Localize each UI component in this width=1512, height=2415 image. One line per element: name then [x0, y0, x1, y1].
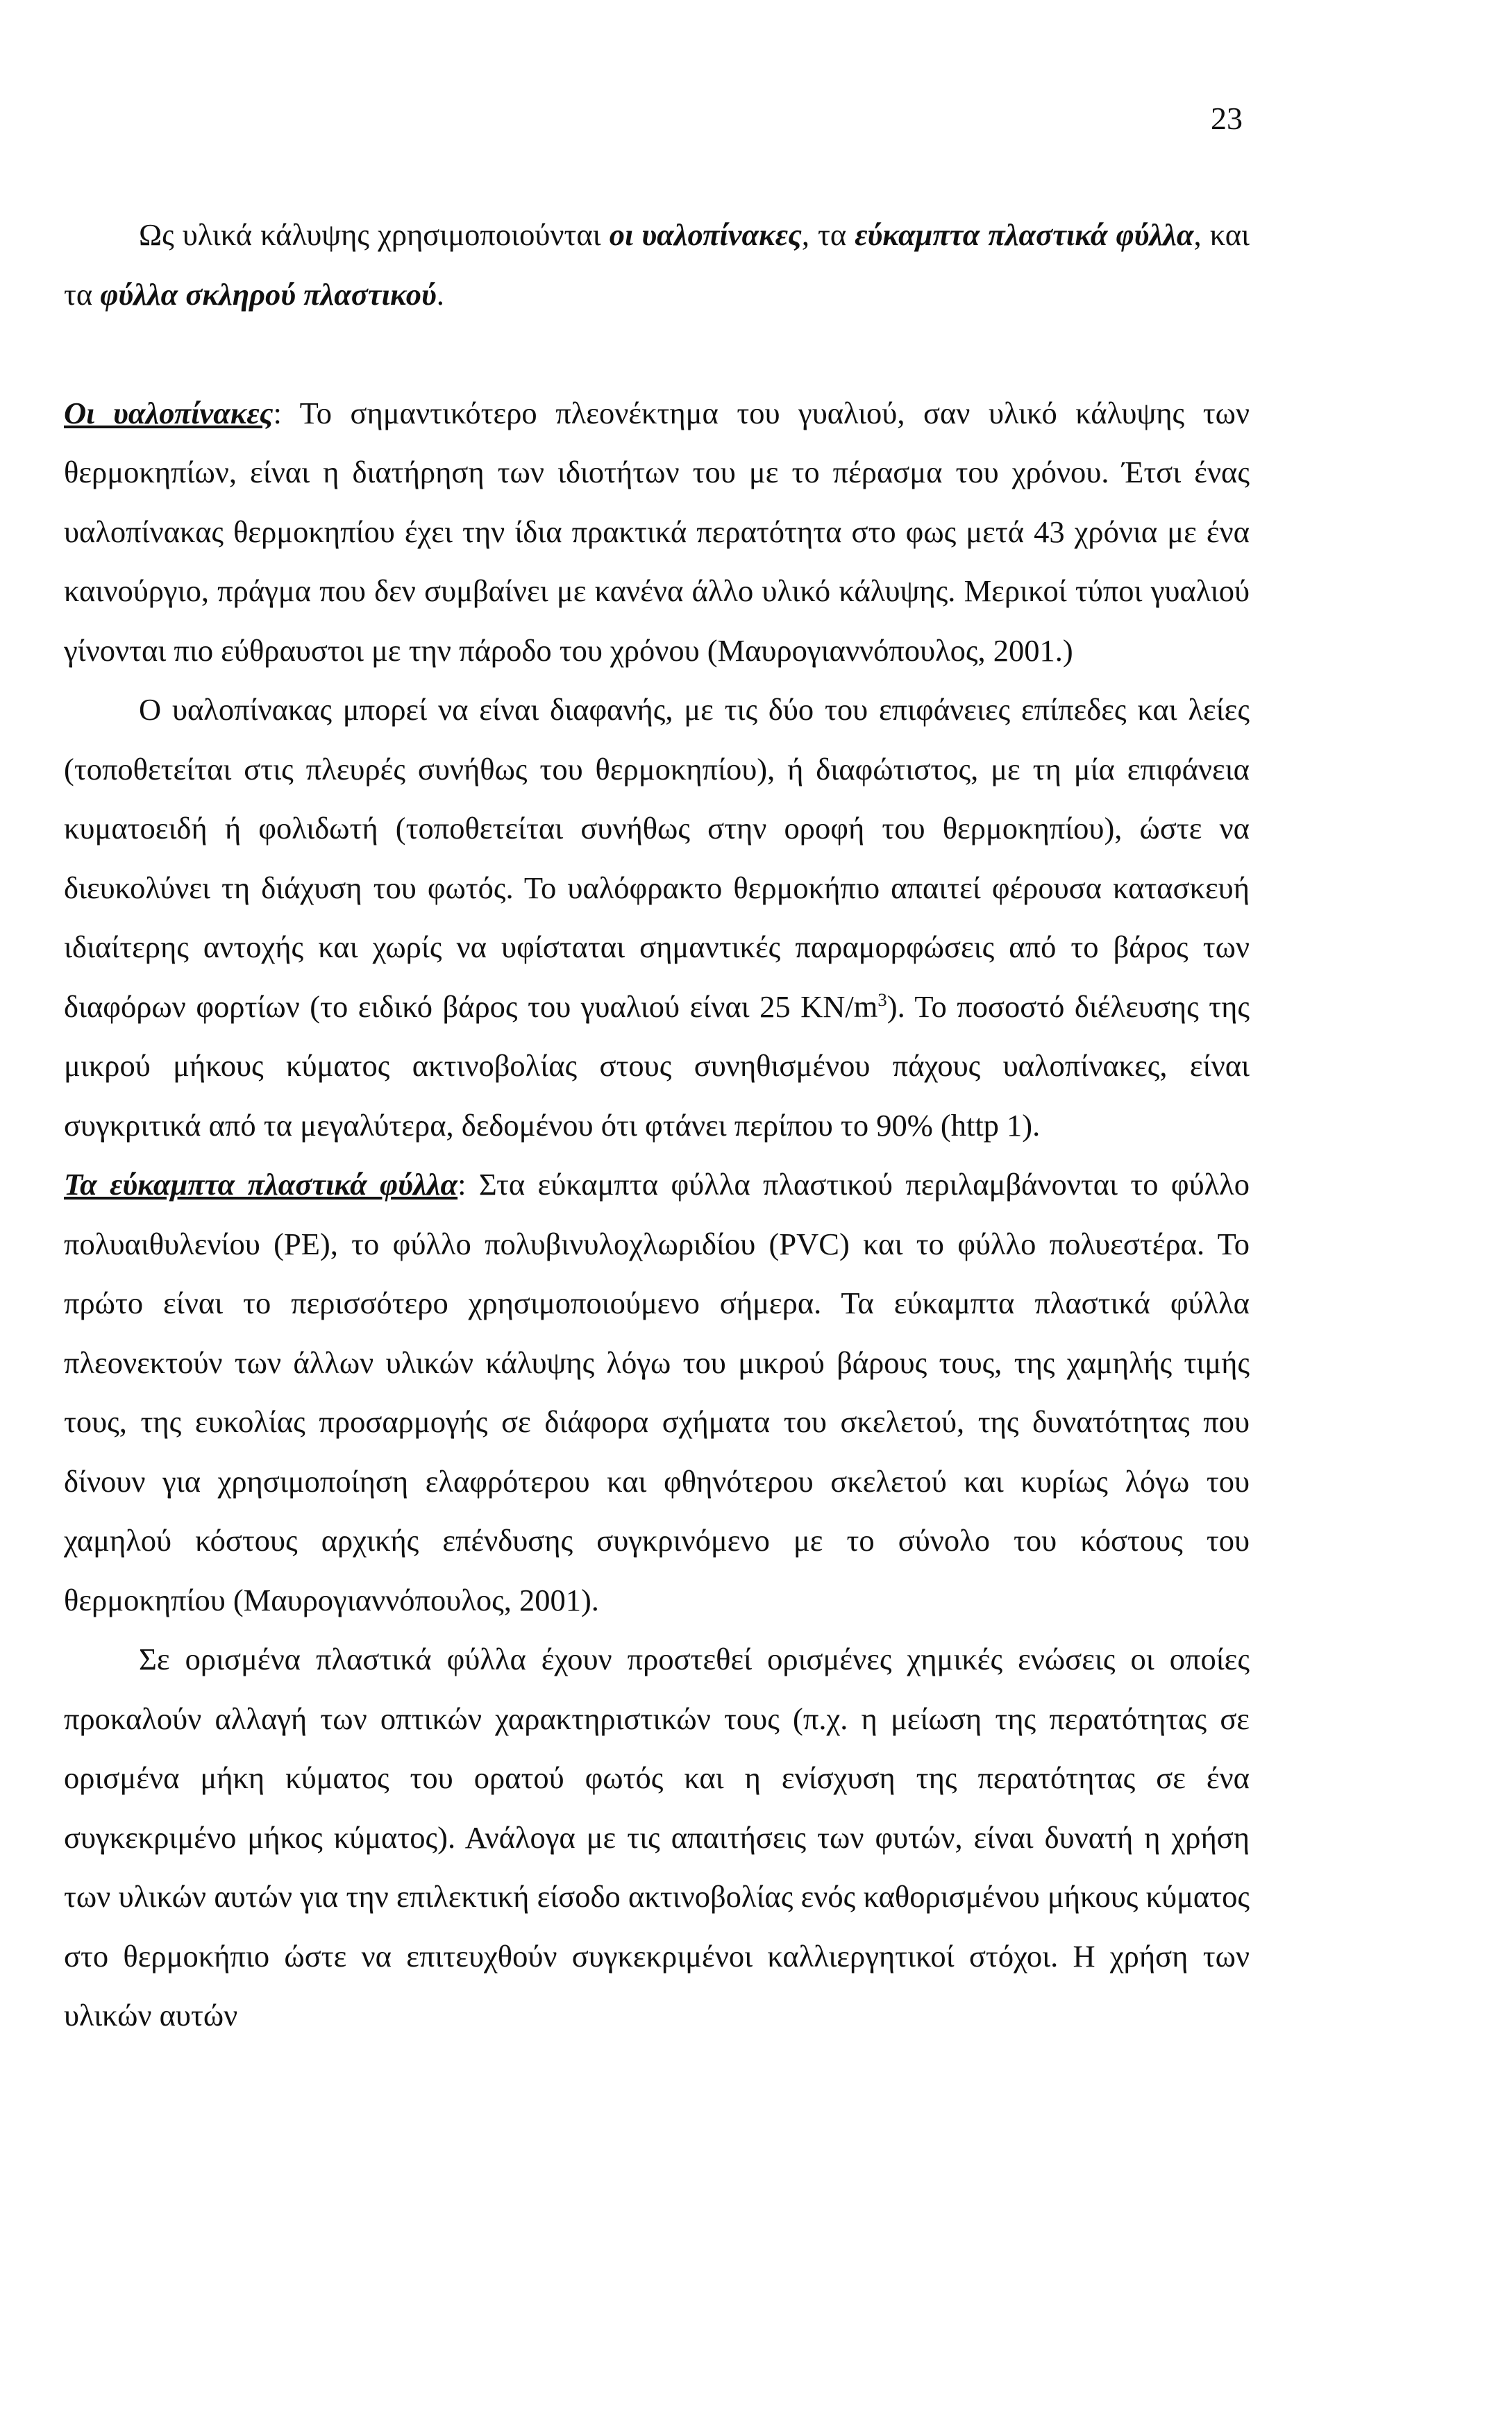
glass-properties-paragraph [64, 680, 1250, 1155]
glass-properties-text-2: ). Το ποσοστό διέλευσης της μικρού μήκους κύματος ακτινοβολίας στους συνηθισμένου πάχους υαλοπίνακες, είναι συγκριτικά από τα μεγαλύτερα, δεδομένου ότι φτάνει περίπου το 90% (http 1). [64, 988, 1250, 1143]
superscript-3: 3 [877, 988, 887, 1010]
glass-panes-paragraph [64, 384, 1250, 681]
term-glass-panes: οι υαλοπίνακες [609, 217, 802, 252]
additives-text: Σε ορισμένα πλαστικά φύλλα έχουν προστεθεί ορισμένες χημικές ενώσεις οι οποίες προκαλούν αλλαγή των οπτικών χαρακτηριστικών τους (π.χ. η μείωση της περατότητας σε ορισμένα μήκη κύματος του ορατού φωτός και η ενίσχυση της περατότητας σε ένα συγκεκριμένο μήκος κύματος). Ανάλογα με τις απαιτήσεις των φυτών, είναι δυνατή η χρήση των υλικών αυτών για την επιλεκτική είσοδο ακτινοβολίας ενός καθορισμένου μήκους κύματος στο θερμοκήπιο ώστε να επιτευχθούν συγκεκριμένοι καλλιεργητικοί στόχοι. Η χρήση των υλικών αυτών [64, 1642, 1250, 2033]
intro-text-1: Ως υλικά κάλυψης χρησιμοποιούνται [139, 217, 610, 252]
glass-panes-text: : Το σημαντικότερο πλεονέκτημα του γυαλιού, σαν υλικό κάλυψης των θερμοκηπίων, είναι η διατήρηση των ιδιοτήτων του με το πέρασμα του χρόνου. Έτσι ένας υαλοπίνακας θερμοκηπίου έχει την ίδια πρακτικά περατότητα στο φως μετά 43 χρόνια με ένα καινούργιο, πράγμα που δεν συμβαίνει με κανένα άλλο υλικό κάλυψης. Μερικοί τύποι γυαλιού γίνονται πιο εύθραυστοι με την πάροδο του χρόνου (Μαυρογιαννόπουλος, 2001.) [64, 395, 1250, 668]
term-rigid-plastic-sheets: φύλλα σκληρού πλαστικού [100, 276, 437, 312]
intro-text-2: , τα [801, 217, 855, 252]
intro-text-3: , και τα [64, 217, 1250, 312]
plastic-sheets-heading: Τα εύκαμπτα πλαστικά φύλλα [64, 1167, 458, 1202]
plastic-sheets-paragraph [64, 1155, 1250, 1630]
glass-panes-heading: Οι υαλοπίνακες [64, 395, 274, 430]
additives-paragraph [64, 1630, 1250, 2046]
page-number: 23 [1211, 101, 1243, 136]
intro-paragraph [64, 205, 1250, 324]
plastic-sheets-text: : Στα εύκαμπτα φύλλα πλαστικού περιλαμβάνονται το φύλλο πολυαιθυλενίου (PE), το φύλλο πολυβινυλοχλωριδίου (PVC) και το φύλλο πολυεστέρα. Το πρώτο είναι το περισσότερο χρησιμοποιούμενο σήμερα. Τα εύκαμπτα πλαστικά φύλλα πλεονεκτούν των άλλων υλικών κάλυψης λόγω του μικρού βάρους τους, της χαμηλής τιμής τους, της ευκολίας προσαρμογής σε διάφορα σχήματα του σκελετού, της δυνατότητας που δίνουν για χρησιμοποίηση ελαφρότερου και φθηνότερου σκελετού και κυρίως λόγω του χαμηλού κόστους αρχικής επένδυσης συγκρινόμενο με το σύνολο του κόστους του θερμοκηπίου (Μαυρογιαννόπουλος, 2001). [64, 1167, 1250, 1617]
term-flexible-plastic-sheets: εύκαμπτα πλαστικά φύλλα [855, 217, 1194, 252]
glass-properties-text-1: Ο υαλοπίνακας μπορεί να είναι διαφανής, με τις δύο του επιφάνειες επίπεδες και λείες (τοποθετείται στις πλευρές συνήθως του θερμοκηπίου), ή διαφώτιστος, με τη μία επιφάνεια κυματοειδή ή φολιδωτή (τοποθετείται συνήθως στην οροφή του θερμοκηπίου), ώστε να διευκολύνει τη διάχυση του φωτός. Το υαλόφρακτο θερμοκήπιο απαιτεί φέρουσα κατασκευή ιδιαίτερης αντοχής και χωρίς να υφίσταται σημαντικές παραμορφώσεις από το βάρος των διαφόρων φορτίων (το ειδικό βάρος του γυαλιού είναι 25 KN/m [64, 692, 1250, 1024]
document-body [64, 205, 1250, 2046]
intro-text-4: . [436, 276, 444, 312]
